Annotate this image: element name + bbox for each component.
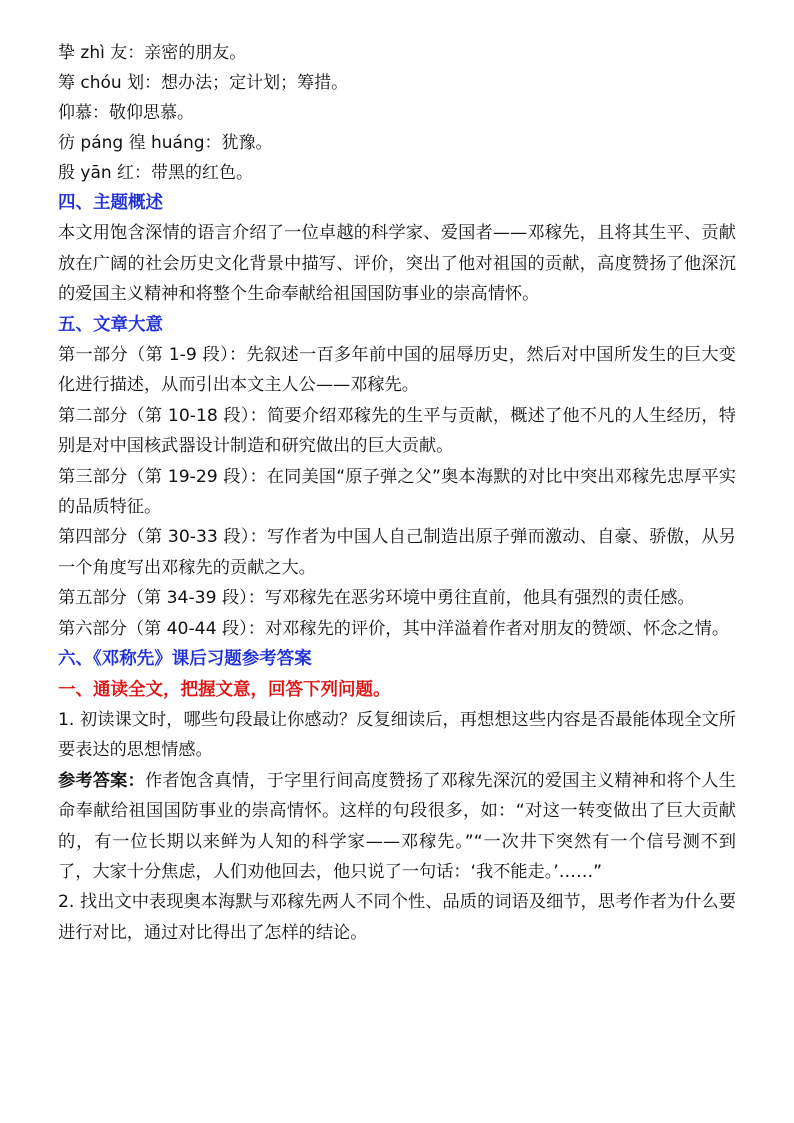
outline-part: 第一部分（第 1-9 段）：先叙述一百多年前中国的屈辱历史，然后对中国所发生的巨大变化进行描述，从而引出本文主人公——邓稼先。 xyxy=(58,345,736,396)
outline-part: 第四部分（第 30-33 段）：写作者为中国人自己制造出原子弹而激动、自豪、骄傲，从另一个角度写出邓稼先的贡献之大。 xyxy=(58,527,736,578)
answer-text: 作者饱含真情，于字里行间高度赞扬了邓稼先深沉的爱国主义精神和将个人生命奉献给祖国国防事业的崇高情怀。这样的句段很多，如：“对这一转变做出了巨大贡献的，有一位长期以来鲜为人知的科学家——邓稼先。”“一次井下突然有一个信号测不到了，大家十分焦虑，人们劝他回去，他只说了一句话：‘我不能走。’……” xyxy=(58,770,736,882)
vocab-item: 筹 chóu 划：想办法；定计划；筹措。 xyxy=(58,73,349,93)
outline-part: 第五部分（第 34-39 段）：写邓稼先在恶劣环境中勇往直前，他具有强烈的责任感。 xyxy=(58,588,695,609)
question-1: 1. 初读课文时，哪些句段最让你感动？反复细读后，再想想这些内容是否最能体现全文所要表达的思想情感。 xyxy=(58,709,736,761)
answer-paragraph xyxy=(58,766,736,888)
vocab-item: 殷 yān 红：带黑的红色。 xyxy=(58,163,254,183)
vocab-item: 挚 zhì 友：亲密的朋友。 xyxy=(58,43,247,63)
outline-heading: 五、文章大意 xyxy=(58,314,163,335)
question-2: 2. 找出文中表现奥本海默与邓稼先两人不同个性、品质的词语及细节，思考作者为什么要进行对比，通过对比得出了怎样的结论。 xyxy=(58,892,736,943)
exercises-subheading: 一、通读全文，把握文意，回答下列问题。 xyxy=(58,679,391,700)
vocab-item: 彷 páng 徨 huáng：犹豫。 xyxy=(58,133,273,153)
theme-paragraph: 本文用饱含深情的语言介绍了一位卓越的科学家、爱国者——邓稼先，且将其生平、贡献放在广阔的社会历史文化背景中描写、评价，突出了他对祖国的贡献，高度赞扬了他深沉的爱国主义精神和将整个生命奉献给祖国国防事业的崇高情怀。 xyxy=(58,223,736,305)
outline-part: 第六部分（第 40-44 段）：对邓稼先的评价，其中洋溢着作者对朋友的赞颂、怀念之情。 xyxy=(58,618,730,639)
exercises-heading: 六、《邓称先》课后习题参考答案 xyxy=(58,649,312,670)
outline-part: 第三部分（第 19-29 段）：在同美国“原子弹之父”奥本海默的对比中突出邓稼先忠厚平实的品质特征。 xyxy=(58,466,736,518)
theme-heading: 四、主题概述 xyxy=(58,193,163,213)
vocab-item: 仰慕：敬仰思慕。 xyxy=(58,103,194,123)
answer-label: 参考答案： xyxy=(58,770,145,791)
outline-part: 第二部分（第 10-18 段）：简要介绍邓稼先的生平与贡献，概述了他不凡的人生经历，特别是对中国核武器设计制造和研究做出的巨大贡献。 xyxy=(58,405,736,457)
